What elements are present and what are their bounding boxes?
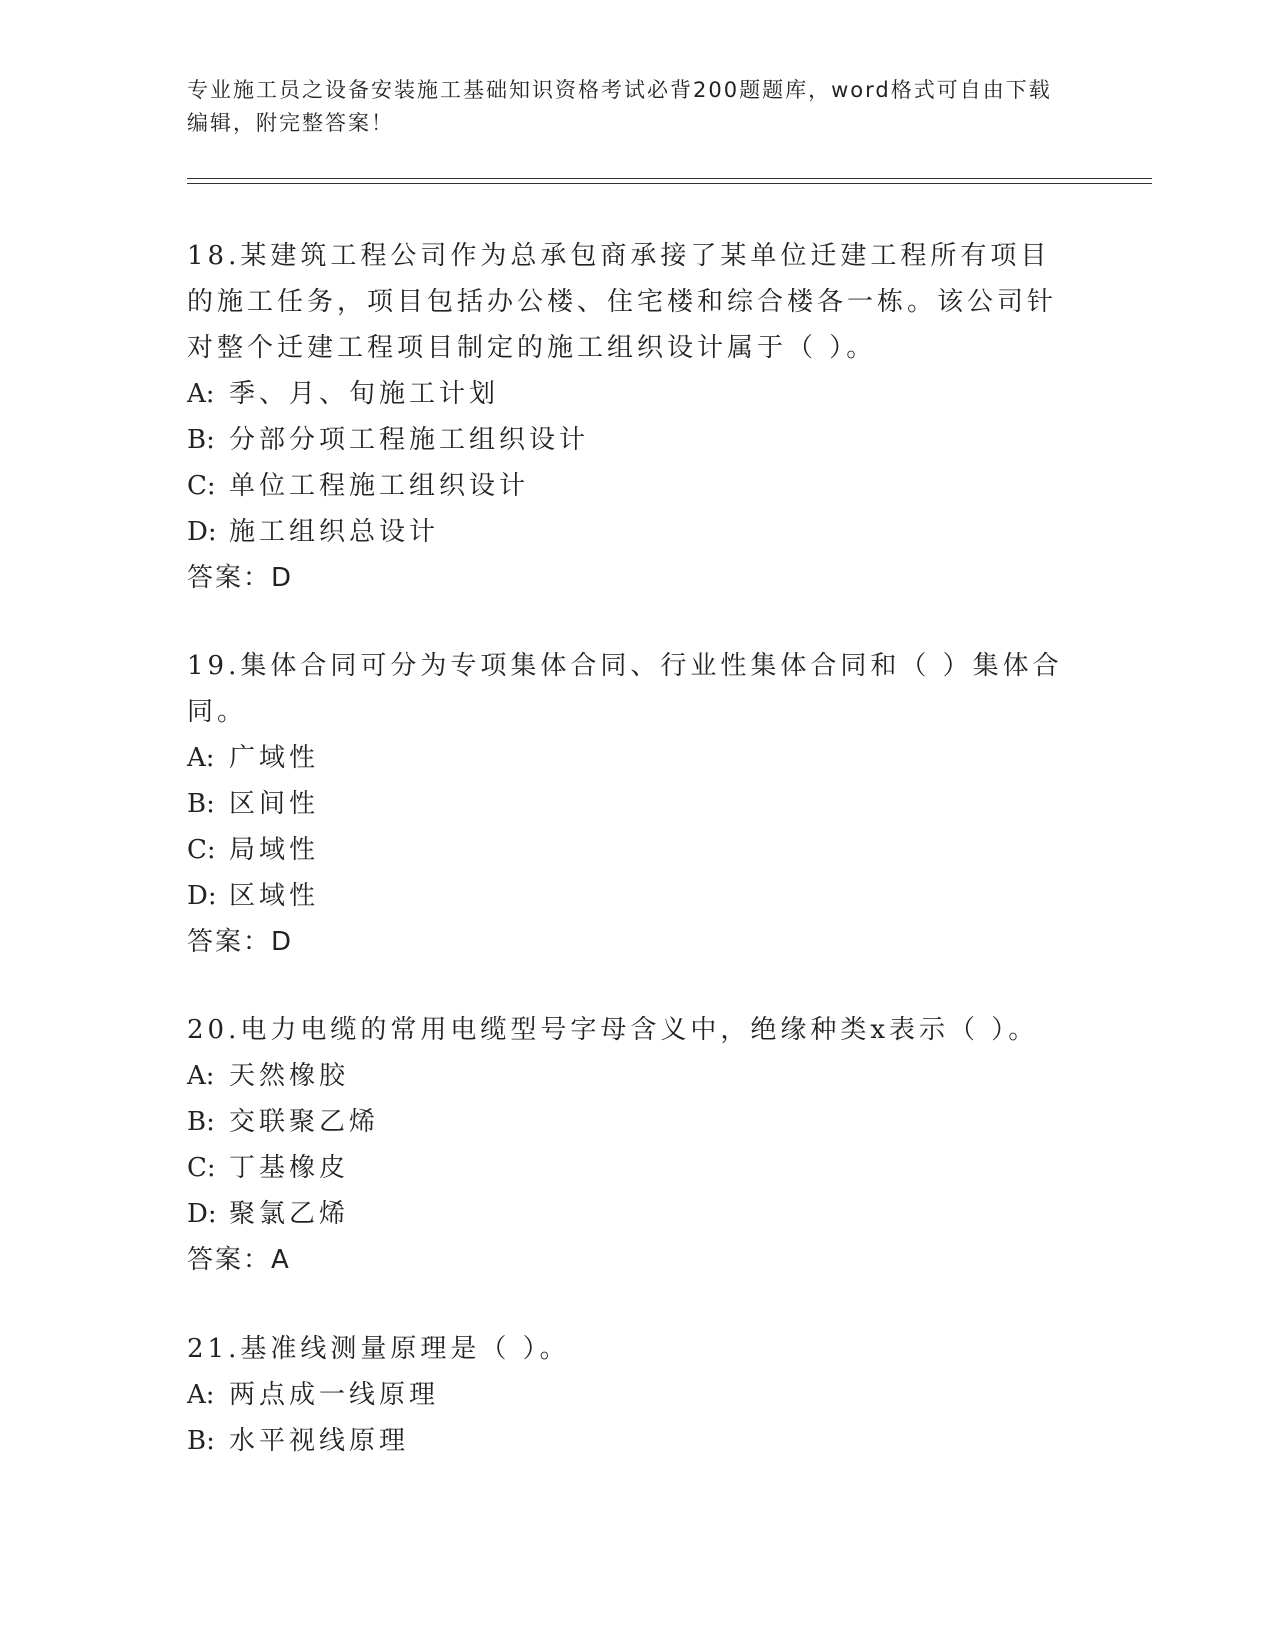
option-b	[187, 1418, 1077, 1464]
option-b	[187, 781, 1077, 827]
option-text: 聚氯乙烯	[229, 1199, 350, 1229]
option-letter: B:	[187, 789, 215, 819]
question-stem: 20.电力电缆的常用电缆型号字母含义中，绝缘种类x表示（ ）。	[187, 1015, 1039, 1045]
option-letter: A:	[187, 1380, 215, 1410]
option-letter: D:	[187, 881, 217, 911]
document-header: 专业施工员之设备安装施工基础知识资格考试必背200题题库，word格式可自由下载编辑，附完整答案！	[187, 78, 1052, 135]
option-text: 两点成一线原理	[229, 1380, 440, 1410]
option-b	[187, 1099, 1077, 1145]
option-c	[187, 1145, 1077, 1191]
option-a	[187, 735, 1077, 781]
option-c	[187, 827, 1077, 873]
option-letter: A:	[187, 1061, 215, 1091]
option-letter: A:	[187, 743, 215, 773]
option-text: 分部分项工程施工组织设计	[229, 425, 590, 455]
question-21	[187, 1326, 1077, 1464]
question-20	[187, 1007, 1077, 1283]
option-letter: B:	[187, 1426, 215, 1456]
question-stem: 21.基准线测量原理是（ ）。	[187, 1334, 570, 1364]
answer-line: 答案：D	[187, 927, 294, 957]
option-letter: C:	[187, 1153, 216, 1183]
option-d	[187, 873, 1077, 919]
option-letter: C:	[187, 835, 216, 865]
option-letter: C:	[187, 471, 216, 501]
answer-line: 答案：D	[187, 563, 294, 593]
question-19	[187, 643, 1077, 965]
option-text: 单位工程施工组织设计	[229, 471, 530, 501]
option-a	[187, 371, 1077, 417]
option-text: 天然橡胶	[229, 1061, 350, 1091]
question-stem: 19.集体合同可分为专项集体合同、行业性集体合同和（ ）集体合同。	[187, 651, 1063, 727]
option-text: 广域性	[229, 743, 320, 773]
option-text: 丁基橡皮	[229, 1153, 350, 1183]
option-text: 交联聚乙烯	[229, 1107, 380, 1137]
option-d	[187, 509, 1077, 555]
option-text: 区域性	[229, 881, 320, 911]
option-text: 季、月、旬施工计划	[229, 379, 500, 409]
option-b	[187, 417, 1077, 463]
option-letter: D:	[187, 1199, 217, 1229]
option-text: 施工组织总设计	[229, 517, 440, 547]
answer-line: 答案：A	[187, 1245, 291, 1275]
option-a	[187, 1372, 1077, 1418]
option-text: 区间性	[229, 789, 320, 819]
option-text: 水平视线原理	[229, 1426, 410, 1456]
question-18	[187, 233, 1077, 601]
option-c	[187, 463, 1077, 509]
option-letter: D:	[187, 517, 217, 547]
option-d	[187, 1191, 1077, 1237]
option-letter: B:	[187, 1107, 215, 1137]
option-letter: A:	[187, 379, 215, 409]
header-divider-bottom	[187, 183, 1152, 184]
option-letter: B:	[187, 425, 215, 455]
option-text: 局域性	[229, 835, 320, 865]
header-divider-top	[187, 178, 1152, 179]
question-stem: 18.某建筑工程公司作为总承包商承接了某单位迁建工程所有项目的施工任务，项目包括办公楼、住宅楼和综合楼各一栋。该公司针对整个迁建工程项目制定的施工组织设计属于（ ）。	[187, 241, 1058, 363]
option-a	[187, 1053, 1077, 1099]
